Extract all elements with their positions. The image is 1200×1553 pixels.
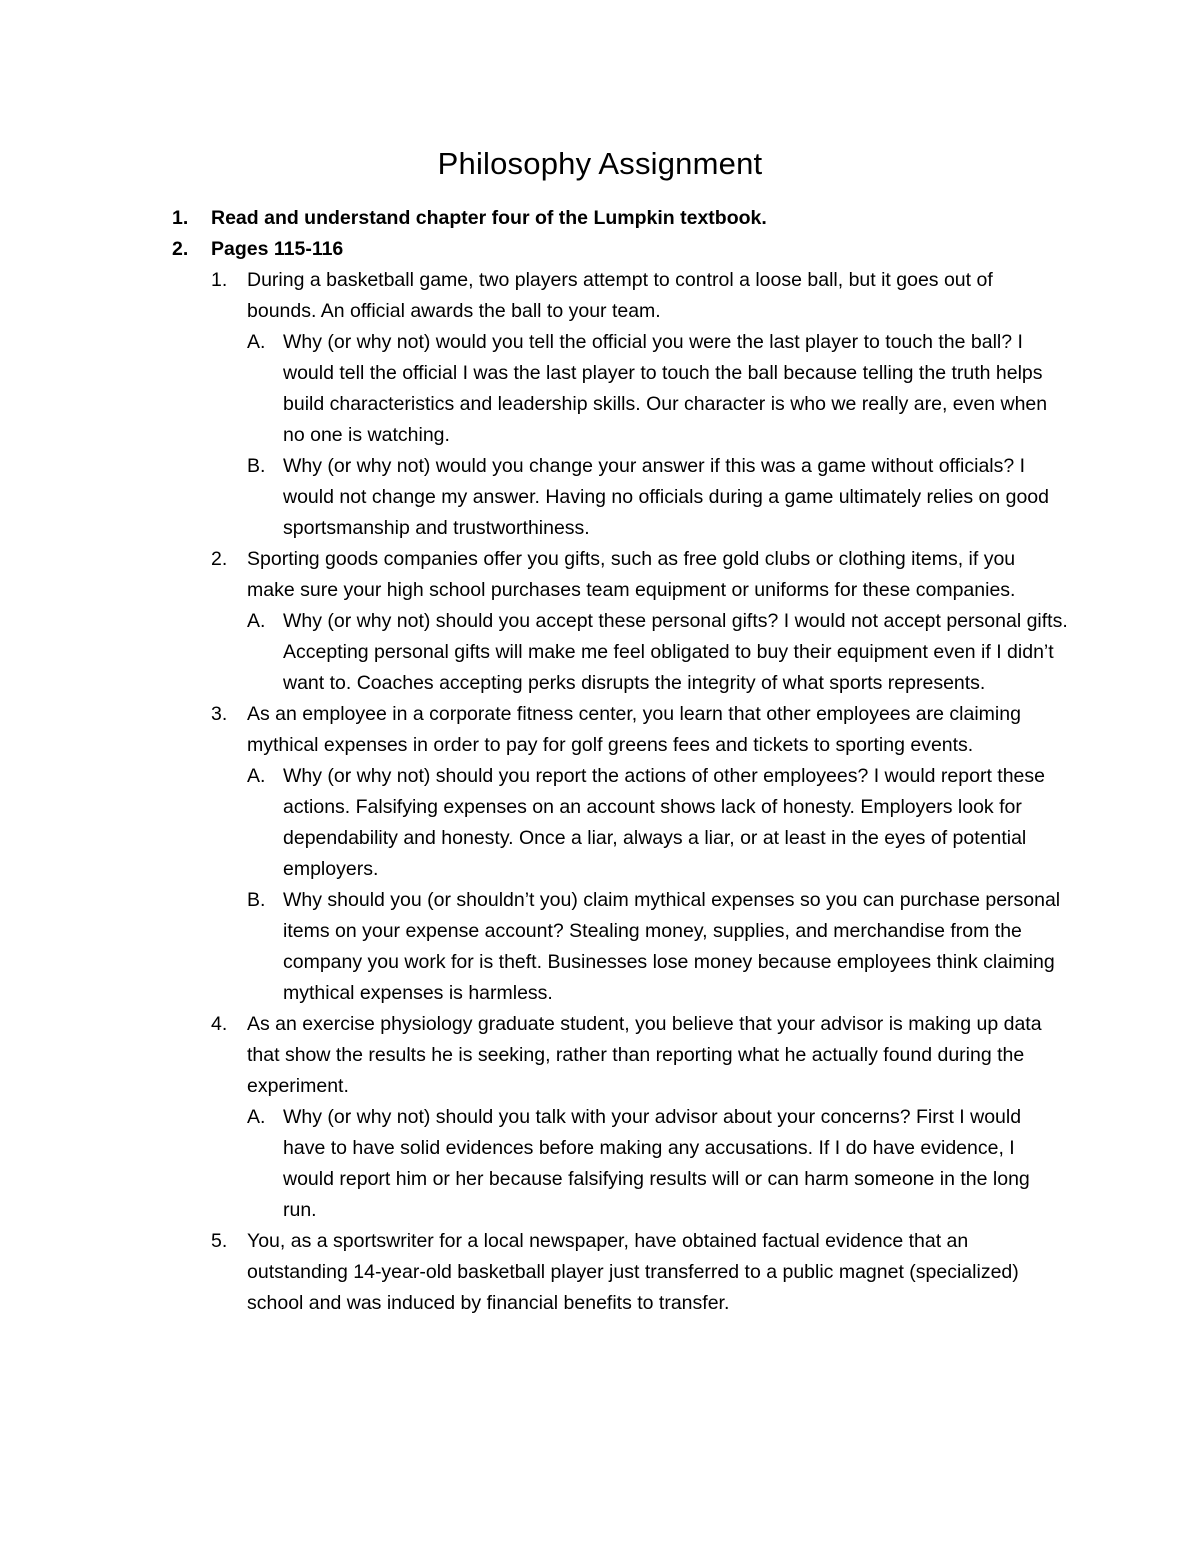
list-number: 2.	[172, 238, 189, 260]
question-number: 5.	[211, 1230, 228, 1252]
answer-item	[0, 885, 1200, 1009]
question-number: 4.	[211, 1013, 228, 1035]
answer-text: Why (or why not) should you report the actions of other employees? I would report these actions. Falsifying expenses on an account shows lack of honesty. Employers look for dependability and honesty. Once a liar, always a liar, or at least in the eyes of potential employers.	[283, 765, 1045, 880]
answer-letter: A.	[247, 765, 266, 787]
answer-text: Why (or why not) would you change your answer if this was a game without officials? I would not change my answer. Having no officials during a game ultimately relies on good sportsmanship and trustworthiness.	[283, 455, 1049, 539]
answer-text: Why should you (or shouldn’t you) claim mythical expenses so you can purchase personal items on your expense account? Stealing money, supplies, and merchandise from the company you work for is theft. Businesses lose money because employees think claiming mythical expenses is harmless.	[283, 889, 1061, 1004]
question-item	[0, 265, 1200, 327]
question-item	[0, 544, 1200, 606]
answer-text: Why (or why not) would you tell the official you were the last player to touch the ball? I would tell the official I was the last player to touch the ball because telling the truth helps build characteristics and leadership skills. Our character is who we really are, even when no one is watching.	[283, 331, 1048, 446]
list-text: Pages 115-116	[211, 238, 344, 260]
question-text: During a basketball game, two players attempt to control a loose ball, but it goes out of bounds. An official awards the ball to your team.	[247, 269, 993, 322]
question-text: Sporting goods companies offer you gifts, such as free gold clubs or clothing items, if you make sure your high school purchases team equipment or uniforms for these companies.	[247, 548, 1016, 601]
answer-letter: B.	[247, 455, 266, 477]
question-text: You, as a sportswriter for a local newspaper, have obtained factual evidence that an outstanding 14-year-old basketball player just transferred to a public magnet (specialized) school and was induced by financial benefits to transfer.	[247, 1230, 1019, 1314]
question-number: 1.	[211, 269, 228, 291]
question-number: 3.	[211, 703, 228, 725]
question-item	[0, 699, 1200, 761]
answer-item	[0, 1102, 1200, 1226]
question-text: As an employee in a corporate fitness center, you learn that other employees are claiming mythical expenses in order to pay for golf greens fees and tickets to sporting events.	[247, 703, 1021, 756]
question-number: 2.	[211, 548, 228, 570]
question-text: As an exercise physiology graduate student, you believe that your advisor is making up data that show the results he is seeking, rather than reporting what he actually found during the experiment.	[247, 1013, 1042, 1097]
answer-letter: B.	[247, 889, 266, 911]
answer-text: Why (or why not) should you talk with your advisor about your concerns? First I would have to have solid evidences before making any accusations. If I do have evidence, I would report him or her because falsifying results will or can harm someone in the long run.	[283, 1106, 1030, 1221]
list-number: 1.	[172, 207, 189, 229]
list-item	[0, 234, 1200, 265]
answer-text: Why (or why not) should you accept these personal gifts? I would not accept personal gifts. Accepting personal gifts will make me feel obligated to buy their equipment even if I didn’t want to. Coaches accepting perks disrupts the integrity of what sports represents.	[283, 610, 1068, 694]
answer-letter: A.	[247, 331, 266, 353]
answer-item	[0, 327, 1200, 451]
page-title: Philosophy Assignment	[437, 146, 763, 181]
answer-item	[0, 606, 1200, 699]
answer-letter: A.	[247, 1106, 266, 1128]
answer-letter: A.	[247, 610, 266, 632]
answer-item	[0, 761, 1200, 885]
list-item	[0, 203, 1200, 234]
question-item	[0, 1009, 1200, 1102]
list-text: Read and understand chapter four of the Lumpkin textbook.	[211, 207, 767, 229]
question-item	[0, 1226, 1200, 1319]
assignment-list	[0, 203, 1200, 1319]
answer-item	[0, 451, 1200, 544]
